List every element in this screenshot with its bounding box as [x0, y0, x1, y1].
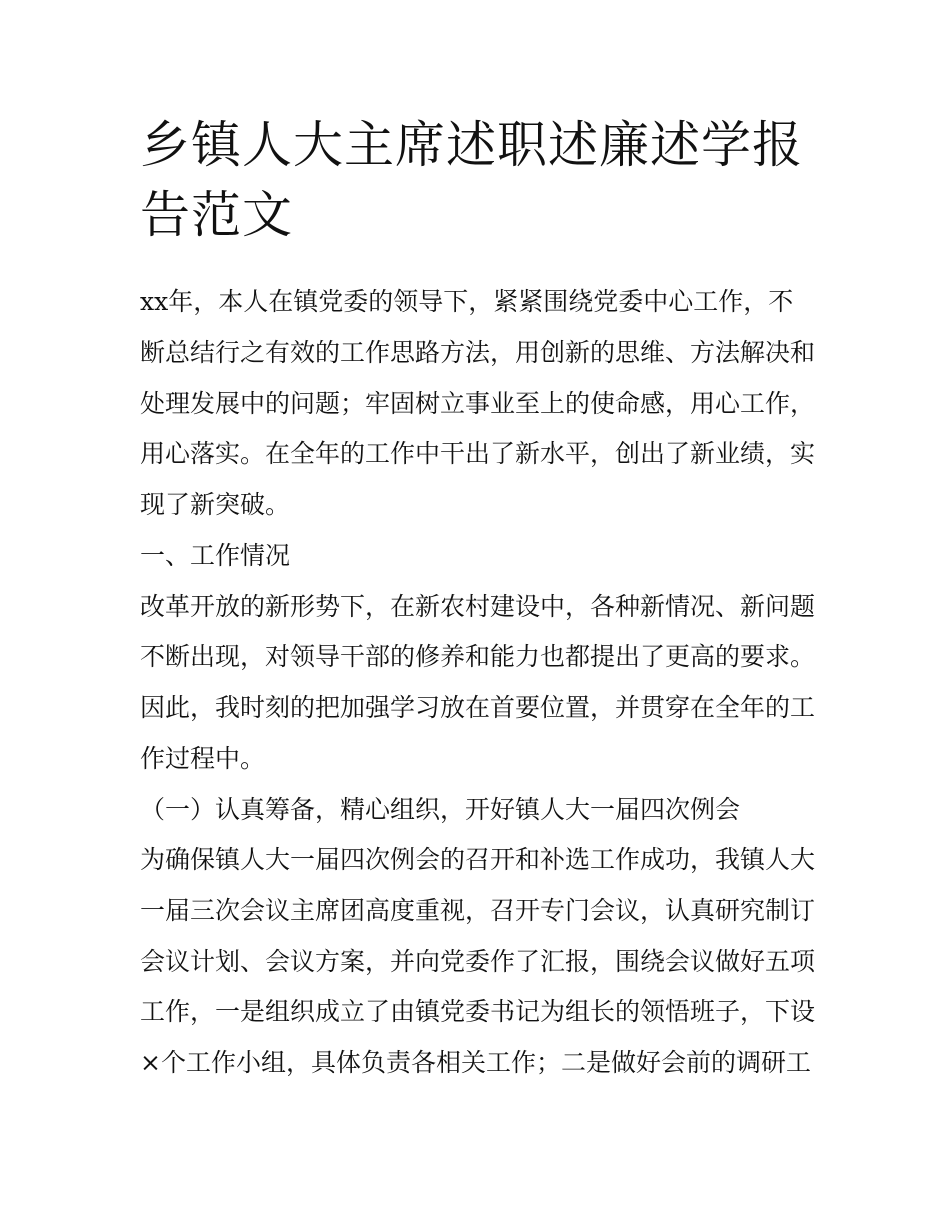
body-line: 改革开放的新形势下，在新农村建设中，各种新情况、新问题 — [140, 592, 816, 621]
body-line: ×个工作小组，具体负责各相关工作；二是做好会前的调研工 — [140, 1048, 811, 1077]
section-heading: 一、工作情况 — [140, 541, 291, 570]
document-title: 乡镇人大主席述职述廉述学报告范文 — [140, 116, 803, 244]
body-line: 因此，我时刻的把加强学习放在首要位置，并贯穿在全年的工 — [140, 693, 816, 722]
body-line: 为确保镇人大一届四次例会的召开和补选工作成功，我镇人大 — [140, 845, 816, 874]
body-line: 工作，一是组织成立了由镇党委书记为组长的领悟班子，下设 — [140, 997, 816, 1026]
body-line: 用心落实。在全年的工作中干出了新水平，创出了新业绩，实 — [140, 439, 816, 468]
body-line: 现了新突破。 — [140, 490, 291, 519]
subsection-heading: （一）认真筹备，精心组织，开好镇人大一届四次例会 — [140, 795, 741, 824]
body-line: 会议计划、会议方案，并向党委作了汇报，围绕会议做好五项 — [140, 947, 816, 976]
body-line: 作过程中。 — [140, 744, 266, 773]
body-line: 不断出现，对领导干部的修养和能力也都提出了更高的要求。 — [140, 642, 816, 671]
body-line: 一届三次会议主席团高度重视，召开专门会议，认真研究制订 — [140, 896, 816, 925]
body-line: 处理发展中的问题；牢固树立事业至上的使命感，用心工作， — [140, 389, 816, 418]
body-line: 断总结行之有效的工作思路方法，用创新的思维、方法解决和 — [140, 338, 816, 367]
body-line: xx年，本人在镇党委的领导下，紧紧围绕党委中心工作，不 — [140, 287, 794, 316]
